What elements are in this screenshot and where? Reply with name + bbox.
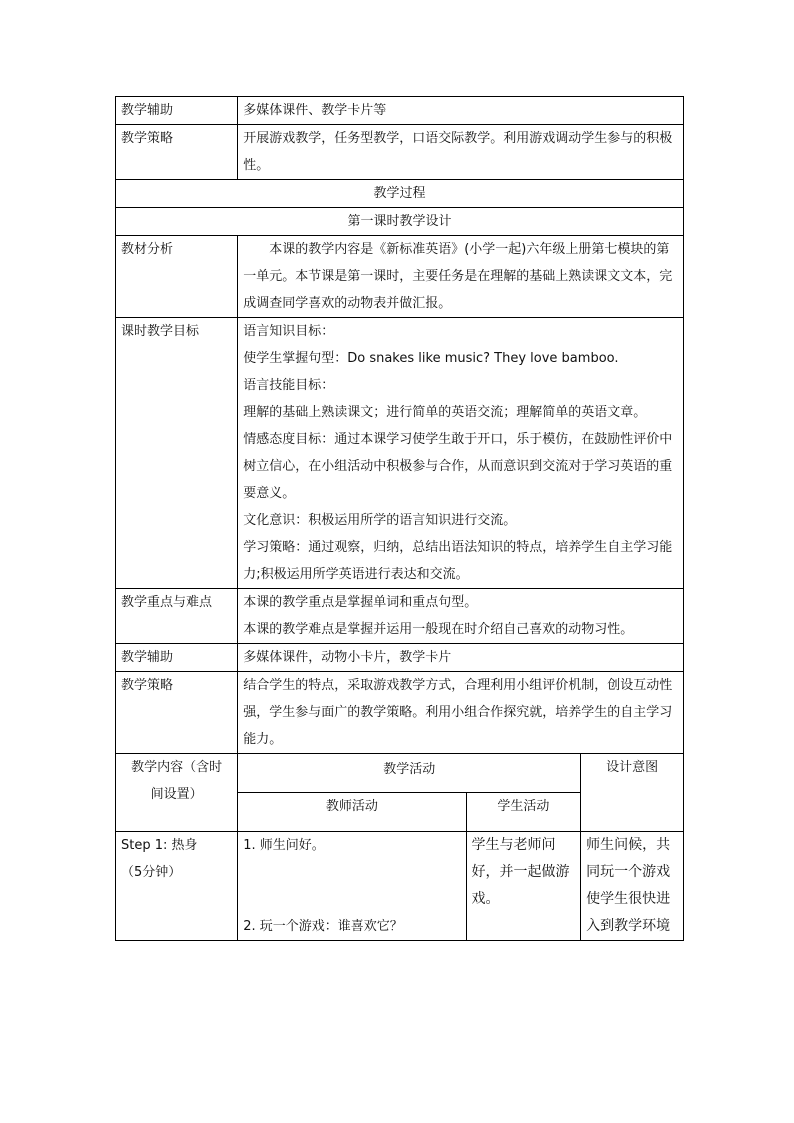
- step1-label-title: Step 1: 热身: [121, 838, 198, 853]
- purpose-header: 设计意图: [581, 754, 684, 832]
- teacher-header: 教师活动: [238, 793, 466, 832]
- aids-content-top: 多媒体课件、教学卡片等: [238, 97, 684, 125]
- content-header: 教学内容（含时间设置）: [116, 754, 238, 832]
- lesson-header-row: [116, 208, 684, 236]
- aids-label-top: 教学辅助: [116, 97, 238, 125]
- section-header-row: [116, 180, 684, 208]
- objectives-content: [238, 318, 684, 589]
- section-header: 教学过程: [116, 180, 684, 208]
- key-point-line: 本课的教学重点是掌握单词和重点句型。: [243, 595, 478, 610]
- step1-teacher-item: 2. 玩一个游戏：谁喜欢它？: [243, 919, 403, 934]
- objective-line: 语言技能目标：: [243, 378, 335, 393]
- objective-line: 理解的基础上熟读课文；进行简单的英语交流；理解简单的英语文章。: [243, 405, 647, 420]
- strategy-label-top: 教学策略: [116, 125, 238, 180]
- step1-purpose: 师生问候，共同玩一个游戏使学生很快进入到教学环境: [581, 832, 684, 941]
- strategy-row-top: [116, 125, 684, 180]
- aids-row-top: [116, 97, 684, 125]
- step1-teacher-item: 1. 师生问好。: [243, 838, 325, 853]
- key-points-content: [238, 589, 684, 644]
- step1-label: [116, 832, 238, 941]
- objective-line: 语言知识目标：: [243, 324, 335, 339]
- key-points-row: [116, 589, 684, 644]
- strategy-content: 结合学生的特点，采取游戏教学方式，合理利用小组评价机制，创设互动性强，学生参与面广的教学策略。利用小组合作探究就，培养学生的自主学习能力。: [238, 672, 684, 754]
- strategy-label: 教学策略: [116, 672, 238, 754]
- step1-label-time: （5分钟）: [121, 865, 182, 880]
- objective-line: 使学生掌握句型：Do snakes like music? They love bamboo.: [243, 351, 619, 366]
- key-point-line: 本课的教学难点是掌握并运用一般现在时介绍自己喜欢的动物习性。: [243, 622, 634, 637]
- strategy-content-top: 开展游戏教学，任务型教学，口语交际教学。利用游戏调动学生参与的积极性。: [238, 125, 684, 180]
- material-analysis-row: [116, 236, 684, 318]
- aids-row: [116, 644, 684, 672]
- aids-label: 教学辅助: [116, 644, 238, 672]
- lesson-plan-table: [115, 96, 684, 941]
- objective-line: 学习策略：通过观察，归纳，总结出语法知识的特点，培养学生自主学习能力;积极运用所学英语进行表达和交流。: [243, 540, 673, 582]
- activity-header-row: [116, 754, 684, 793]
- key-points-label: 教学重点与难点: [116, 589, 238, 644]
- objectives-label: 课时教学目标: [116, 318, 238, 589]
- aids-content: 多媒体课件，动物小卡片，教学卡片: [238, 644, 684, 672]
- step1-teacher-gap: [243, 859, 460, 913]
- step1-row: [116, 832, 684, 941]
- step1-teacher: [238, 832, 466, 941]
- material-analysis-content: 本课的教学内容是《新标准英语》(小学一起)六年级上册第七模块的第一单元。本节课是第一课时，主要任务是在理解的基础上熟读课文文本，完成调查同学喜欢的动物表并做汇报。: [238, 236, 684, 318]
- activity-header: 教学活动: [238, 754, 581, 793]
- objectives-row: [116, 318, 684, 589]
- objective-line: 情感态度目标：通过本课学习使学生敢于开口，乐于模仿，在鼓励性评价中树立信心，在小组活动中积极参与合作，从而意识到交流对于学习英语的重要意义。: [243, 432, 673, 501]
- objective-line: 文化意识：积极运用所学的语言知识进行交流。: [243, 513, 517, 528]
- step1-student: 学生与老师问好，并一起做游戏。: [466, 832, 581, 941]
- strategy-row: [116, 672, 684, 754]
- lesson-header: 第一课时教学设计: [116, 208, 684, 236]
- material-analysis-label: 教材分析: [116, 236, 238, 318]
- student-header: 学生活动: [466, 793, 581, 832]
